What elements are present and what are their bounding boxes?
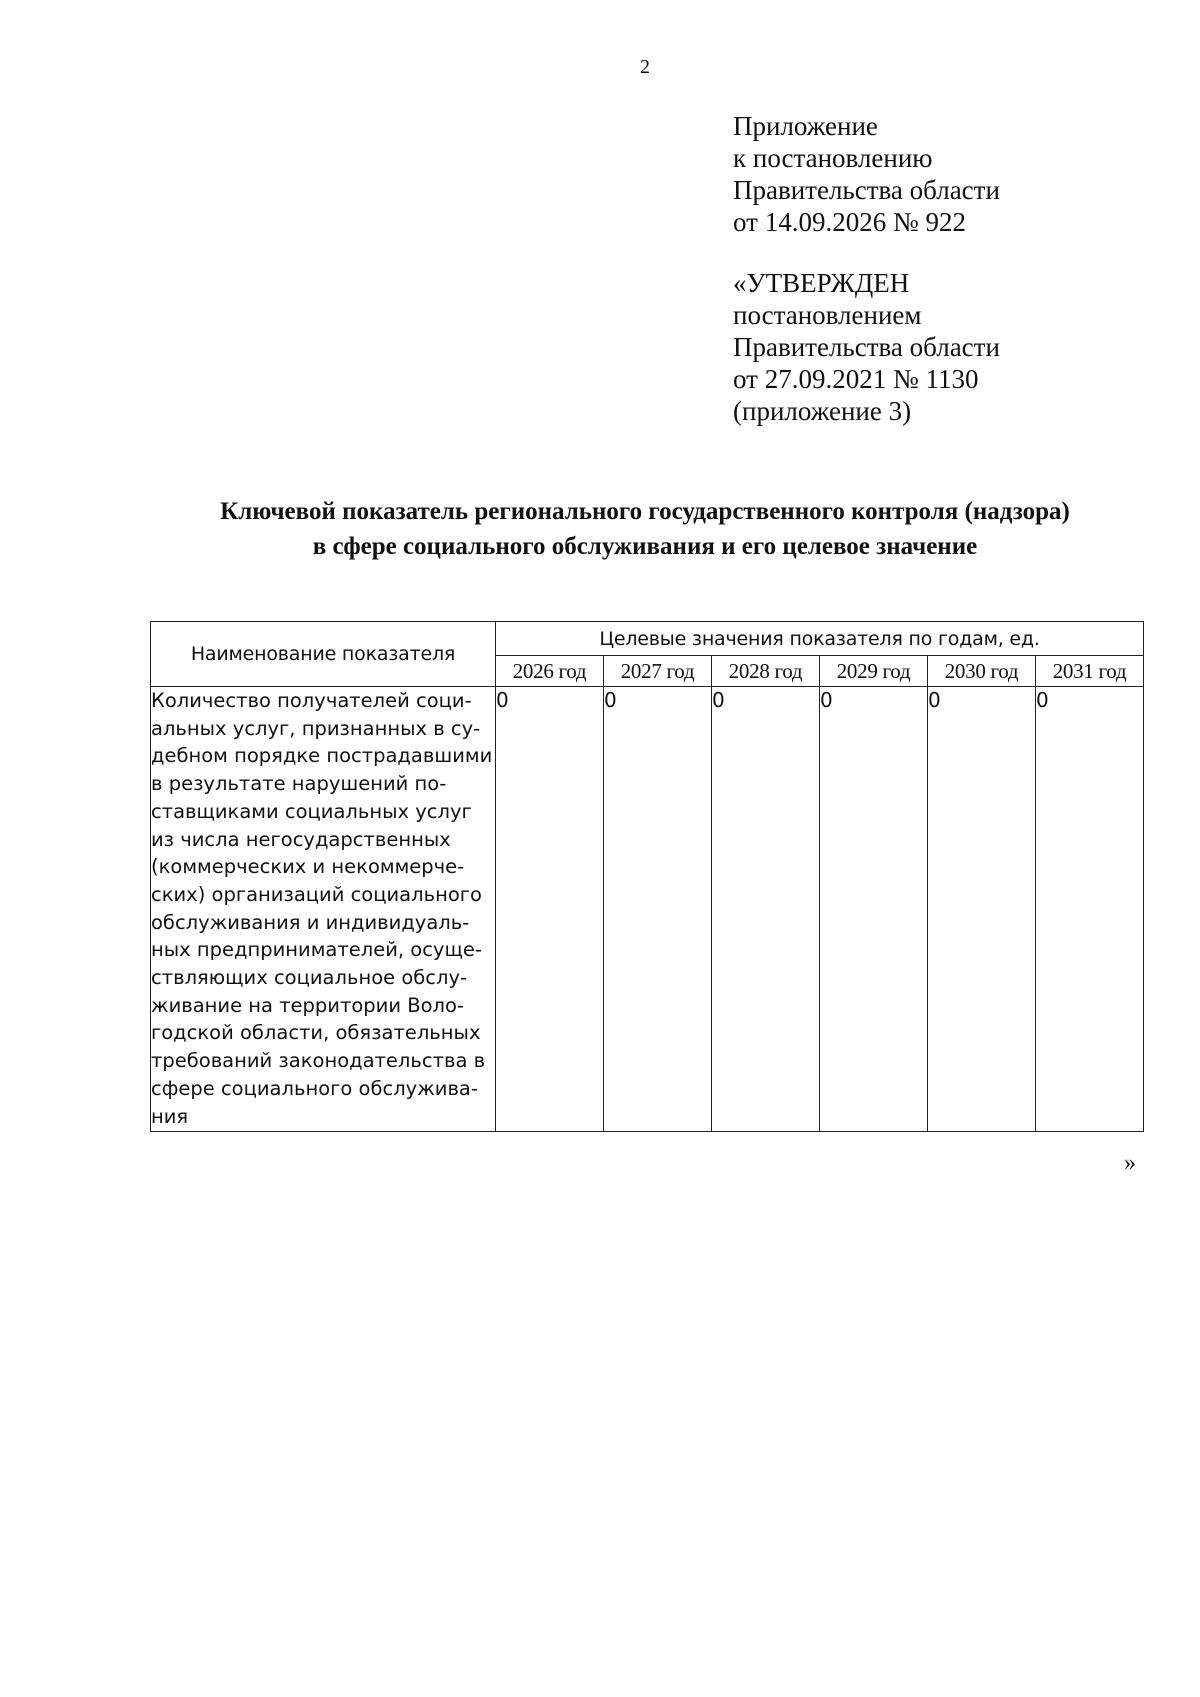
target-value-cell: 0 bbox=[820, 687, 928, 1132]
attachment-block bbox=[733, 110, 1000, 238]
indicator-name-line: ставщиками социальных услуг bbox=[151, 799, 472, 823]
indicator-name-cell bbox=[151, 687, 496, 1132]
indicator-name-line: дебном порядке пострадавшими bbox=[151, 744, 493, 768]
indicator-name-line: из числа негосударственных bbox=[151, 827, 451, 851]
approval-block bbox=[733, 267, 1000, 427]
year-header: 2028 год bbox=[712, 656, 820, 687]
attachment-line: Правительства области bbox=[733, 175, 1000, 205]
indicator-name-line: годской области, обязательных bbox=[151, 1021, 481, 1045]
title-line-1: Ключевой показатель регионального государственного контроля (надзора) bbox=[220, 498, 1070, 525]
closing-quote: » bbox=[1124, 1150, 1136, 1176]
title-line-2: в сфере социального обслуживания и его целевое значение bbox=[312, 533, 978, 560]
indicator-name-line: ния bbox=[151, 1104, 189, 1128]
year-header: 2029 год bbox=[820, 656, 928, 687]
approval-line: Правительства области bbox=[733, 332, 1000, 362]
indicator-name-line: в результате нарушений по- bbox=[151, 772, 447, 796]
year-header: 2031 год bbox=[1036, 656, 1144, 687]
table-row bbox=[151, 687, 1144, 1132]
target-value-cell: 0 bbox=[496, 687, 604, 1132]
approval-line: постановлением bbox=[733, 300, 922, 330]
target-value-cell: 0 bbox=[928, 687, 1036, 1132]
approval-line: (приложение 3) bbox=[733, 396, 912, 426]
indicator-name-line: Количество получателей соци- bbox=[151, 689, 472, 712]
target-value-cell: 0 bbox=[1036, 687, 1144, 1132]
indicator-name-line: (коммерческих и некоммерче- bbox=[151, 855, 465, 879]
indicator-name-line: обслуживания и индивидуаль- bbox=[151, 910, 470, 934]
document-title bbox=[150, 494, 1140, 564]
indicator-name-line: ствляющих социальное обслу- bbox=[151, 966, 468, 990]
indicator-name-line: ных предпринимателей, осуще- bbox=[151, 938, 482, 962]
indicator-name-line: сфере социального обслужива- bbox=[151, 1076, 478, 1100]
page-number: 2 bbox=[640, 56, 650, 78]
indicator-name-line: живание на территории Воло- bbox=[151, 993, 464, 1017]
year-header: 2030 год bbox=[928, 656, 1036, 687]
target-value-cell: 0 bbox=[604, 687, 712, 1132]
indicator-name-line: ских) организаций социального bbox=[151, 882, 482, 906]
approval-line: от 27.09.2021 № 1130 bbox=[733, 364, 979, 394]
indicator-name-line: альных услуг, признанных в су- bbox=[151, 716, 481, 740]
indicator-name-line: требований законодательства в bbox=[151, 1049, 486, 1073]
approval-line: «УТВЕРЖДЕН bbox=[733, 268, 910, 298]
indicator-name-header: Наименование показателя bbox=[151, 622, 496, 687]
target-value-cell: 0 bbox=[712, 687, 820, 1132]
target-values-header: Целевые значения показателя по годам, ед. bbox=[496, 622, 1144, 656]
attachment-line: Приложение bbox=[733, 111, 878, 141]
year-header: 2027 год bbox=[604, 656, 712, 687]
year-header: 2026 год bbox=[496, 656, 604, 687]
attachment-line: от 14.09.2026 № 922 bbox=[733, 207, 966, 237]
attachment-line: к постановлению bbox=[733, 143, 933, 173]
indicator-table bbox=[150, 621, 1144, 1132]
table-header-row bbox=[151, 622, 1144, 656]
